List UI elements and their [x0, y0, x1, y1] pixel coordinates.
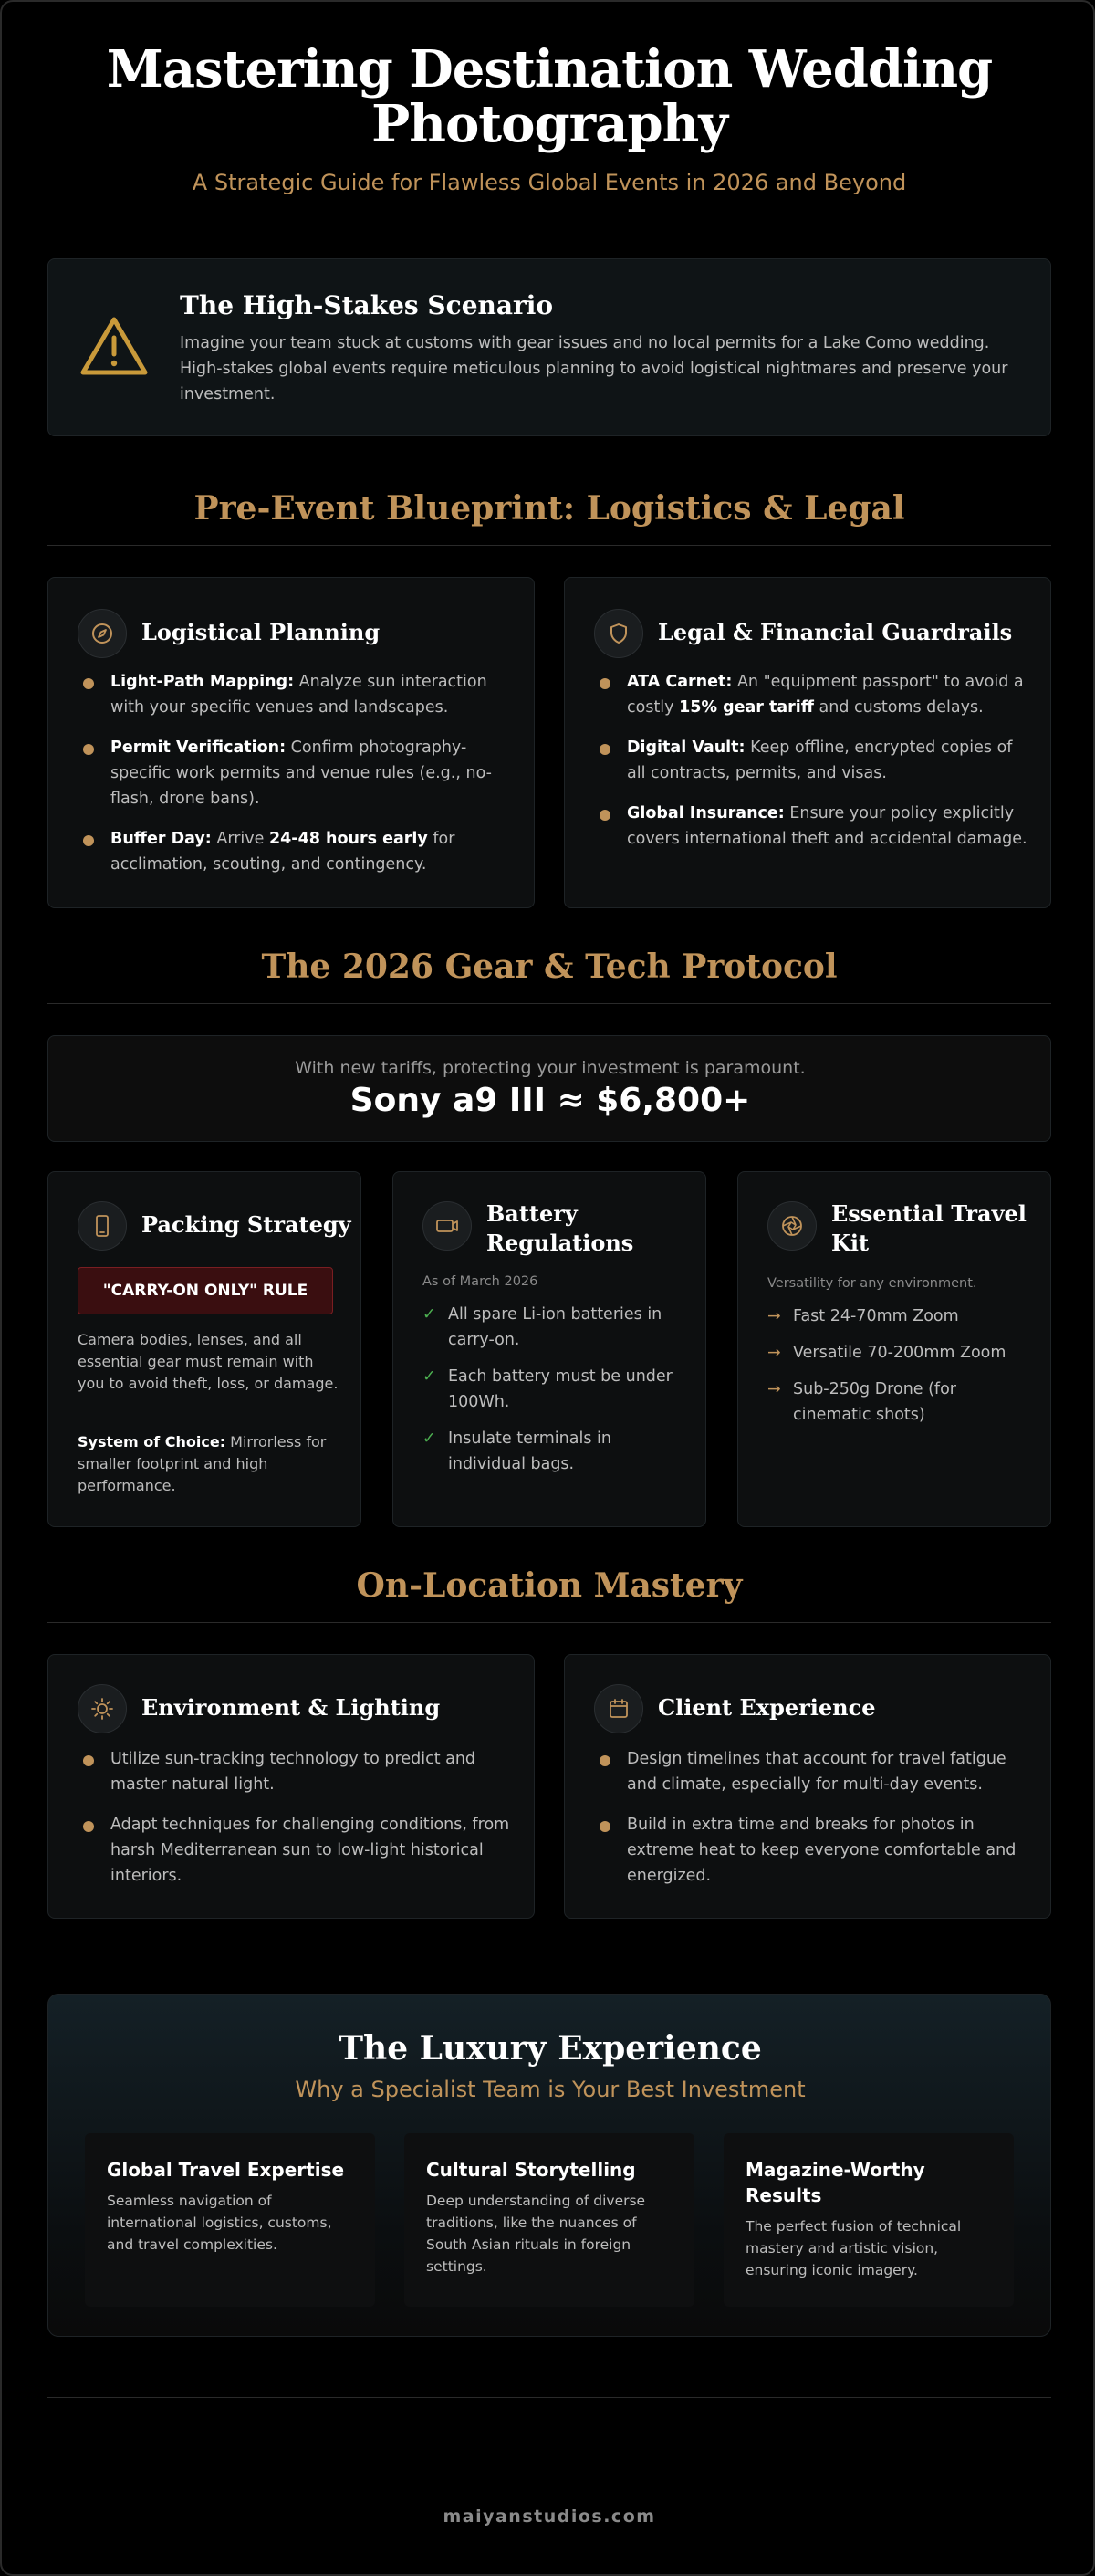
item-bold: Digital Vault:	[627, 738, 746, 757]
item-text: Confirm photography-specific work permits and venue rules (e.g., no-flash, drone bans).	[110, 738, 492, 808]
list-item	[767, 1377, 1032, 1428]
pre-event-heading: Pre-Event Blueprint: Logistics & Legal	[193, 489, 905, 528]
travel-kit-card	[737, 1171, 1051, 1527]
battery-note: As of March 2026	[422, 1274, 538, 1289]
price-banner	[47, 1035, 1051, 1142]
gear-heading: The 2026 Gear & Tech Protocol	[261, 948, 838, 986]
choice-bold: System of Choice:	[78, 1433, 226, 1450]
phone-icon	[78, 1201, 127, 1251]
title-line1: Essential Travel	[831, 1200, 1027, 1227]
legal-guardrails-title: Legal & Financial Guardrails	[658, 619, 1013, 645]
item-text: Insulate terminals in individual bags.	[448, 1429, 611, 1473]
item-bold: Light-Path Mapping:	[110, 673, 295, 691]
check-icon: ✓	[422, 1429, 436, 1448]
carry-on-rule-badge: "CARRY-ON ONLY" RULE	[78, 1267, 333, 1314]
logistical-planning-card	[47, 577, 535, 908]
list-item	[422, 1364, 687, 1415]
travel-kit-title	[831, 1199, 1027, 1258]
packing-strategy-title: Packing Strategy	[141, 1211, 351, 1238]
luxury-card-text: The perfect fusion of technical mastery and artistic vision, ensuring iconic imagery.	[746, 2218, 962, 2278]
list-item: Design timelines that account for travel fatigue and climate, especially for multi-day events.	[594, 1746, 1032, 1797]
luxury-card-title: Cultural Storytelling	[426, 2159, 636, 2181]
luxury-experience-panel	[47, 1994, 1051, 2337]
item-text: An "equipment passport" to avoid a costly	[627, 673, 1024, 717]
page-title-line1: Mastering Destination Wedding	[106, 39, 993, 99]
luxury-subtitle: Why a Specialist Team is Your Best Investment	[295, 2077, 806, 2102]
section-divider	[47, 1003, 1051, 1004]
banner-note: With new tariffs, protecting your investment is paramount.	[295, 1058, 806, 1078]
legal-guardrails-card	[564, 577, 1051, 908]
arrow-right-icon: →	[767, 1307, 781, 1325]
item-text: and customs delays.	[813, 698, 984, 717]
page-title	[2, 39, 1095, 154]
item-text: Versatile 70-200mm Zoom	[793, 1344, 1006, 1362]
section-divider	[47, 545, 1051, 546]
item-bold: Global Insurance:	[627, 804, 785, 822]
item-bold: Permit Verification:	[110, 738, 287, 757]
legal-list	[594, 669, 1032, 866]
luxury-card-global-travel	[85, 2133, 375, 2307]
list-item	[767, 1340, 1032, 1366]
luxury-card-cultural	[404, 2133, 694, 2307]
environment-list	[78, 1746, 516, 1903]
title-line1: Magazine-Worthy	[746, 2159, 925, 2181]
title-line2: Kit	[831, 1230, 870, 1256]
check-icon: ✓	[422, 1367, 436, 1386]
aperture-icon	[767, 1201, 817, 1251]
section-divider	[47, 1622, 1051, 1623]
list-item: Adapt techniques for challenging conditions, from harsh Mediterranean sun to low-light historical interiors.	[78, 1812, 516, 1889]
item-bold: 24-48 hours early	[268, 830, 428, 848]
luxury-card-title	[746, 2157, 925, 2208]
logistical-list	[78, 669, 516, 892]
item-text: Ensure your policy explicitly covers international theft and accidental damage.	[627, 804, 1027, 848]
battery-icon	[422, 1201, 472, 1251]
choice-text: Mirrorless for smaller footprint and high performance.	[78, 1433, 327, 1494]
footer-site-link[interactable]: maiyanstudios.com	[443, 2507, 656, 2527]
logistical-planning-title: Logistical Planning	[141, 619, 381, 645]
packing-text: Camera bodies, lenses, and all essential gear must remain with you to avoid theft, loss, or damage.	[78, 1331, 339, 1392]
battery-regulations-card	[392, 1171, 706, 1527]
title-line2: Results	[746, 2184, 822, 2206]
warning-triangle-icon	[79, 314, 149, 378]
client-list	[594, 1746, 1032, 1903]
page-subtitle: A Strategic Guide for Flawless Global Events in 2026 and Beyond	[192, 170, 907, 195]
list-item	[594, 669, 1032, 720]
list-item	[78, 826, 516, 877]
scenario-title: The High-Stakes Scenario	[180, 290, 554, 320]
battery-regulations-title	[486, 1199, 633, 1258]
luxury-card-text: Seamless navigation of international logistics, customs, and travel complexities.	[107, 2193, 332, 2253]
list-item	[767, 1304, 1032, 1329]
shield-icon	[594, 609, 643, 658]
scenario-text: Imagine your team stuck at customs with gear issues and no local permits for a Lake Como wedding. High-stakes global events require meticulous planning to avoid logistical nightmares and preserve your investment.	[180, 334, 1008, 403]
list-item	[594, 735, 1032, 786]
battery-list	[422, 1302, 687, 1488]
arrow-right-icon: →	[767, 1344, 781, 1362]
environment-lighting-title: Environment & Lighting	[141, 1694, 441, 1721]
list-item	[78, 669, 516, 720]
luxury-card-magazine	[724, 2133, 1014, 2307]
list-item	[422, 1302, 687, 1353]
item-text: Arrive	[211, 830, 269, 848]
item-text: Fast 24-70mm Zoom	[793, 1307, 959, 1325]
title-line2: Regulations	[486, 1230, 634, 1256]
packing-strategy-card	[47, 1171, 361, 1527]
item-bold: ATA Carnet:	[627, 673, 733, 691]
list-item	[78, 735, 516, 812]
kit-note: Versatility for any environment.	[767, 1276, 977, 1291]
scenario-card	[47, 258, 1051, 436]
list-item: Build in extra time and breaks for photos in extreme heat to keep everyone comfortable and energized.	[594, 1812, 1032, 1889]
item-bold: Buffer Day:	[110, 830, 212, 848]
sun-icon	[78, 1684, 127, 1733]
list-item: Utilize sun-tracking technology to predict and master natural light.	[78, 1746, 516, 1797]
page-title-line2: Photography	[371, 94, 727, 154]
item-bold: 15% gear tariff	[679, 698, 814, 717]
system-of-choice	[78, 1431, 342, 1497]
luxury-card-title: Global Travel Expertise	[107, 2159, 345, 2181]
client-experience-card	[564, 1654, 1051, 1919]
item-text: Keep offline, encrypted copies of all contracts, permits, and visas.	[627, 738, 1013, 782]
luxury-card-text: Deep understanding of diverse traditions, like the nuances of South Asian rituals in foreign settings.	[426, 2193, 646, 2275]
list-item	[422, 1426, 687, 1477]
calendar-icon	[594, 1684, 643, 1733]
footer-divider	[47, 2397, 1051, 2398]
check-icon: ✓	[422, 1305, 436, 1324]
arrow-right-icon: →	[767, 1380, 781, 1398]
item-text: Each battery must be under 100Wh.	[448, 1367, 673, 1411]
luxury-title: The Luxury Experience	[339, 2029, 762, 2068]
banner-value: Sony a9 III ≈ $6,800+	[349, 1082, 751, 1119]
environment-lighting-card	[47, 1654, 535, 1919]
item-text: Sub-250g Drone (for cinematic shots)	[793, 1380, 956, 1424]
client-experience-title: Client Experience	[658, 1694, 876, 1721]
item-text: All spare Li-ion batteries in carry-on.	[448, 1305, 662, 1349]
on-location-heading: On-Location Mastery	[356, 1566, 743, 1605]
kit-list	[767, 1304, 1032, 1439]
compass-icon	[78, 609, 127, 658]
list-item	[594, 801, 1032, 852]
item-text: Analyze sun interaction with your specific venues and landscapes.	[110, 673, 487, 717]
item-text: for acclimation, scouting, and contingency.	[110, 830, 455, 874]
title-line1: Battery	[486, 1200, 578, 1227]
